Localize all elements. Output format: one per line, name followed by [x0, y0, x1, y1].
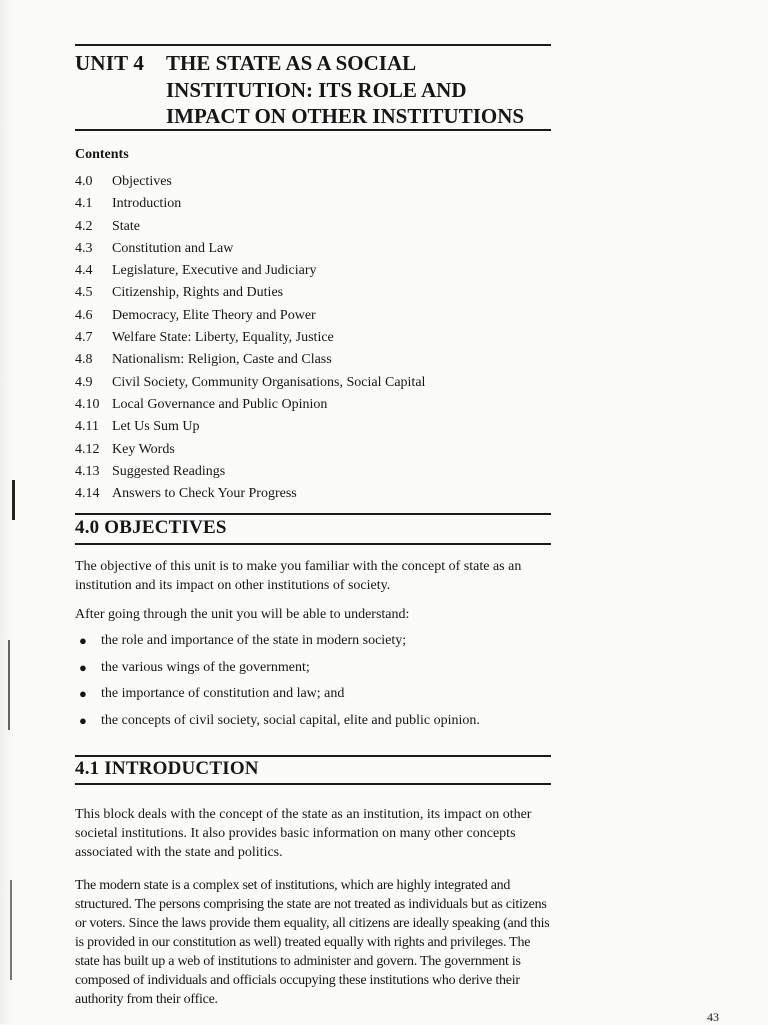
toc-item-title: Key Words [112, 441, 175, 457]
objectives-top-rule [75, 513, 551, 515]
toc-item-number: 4.11 [75, 419, 99, 435]
toc-item-title: Welfare State: Liberty, Equality, Justice [112, 330, 334, 346]
toc-item-number: 4.3 [75, 240, 93, 256]
list-item-text: the role and importance of the state in modern society; [101, 633, 407, 648]
toc-item-number: 4.7 [75, 330, 93, 346]
objectives-bottom-rule [75, 543, 551, 545]
toc-item-number: 4.2 [75, 218, 93, 234]
bullet-icon: ● [79, 686, 87, 701]
page-number: 43 [707, 1010, 719, 1024]
objectives-paragraph: The objective of this unit is to make you familiar with the concept of state as an institution and its impact on other institutions of society. [75, 559, 522, 593]
objectives-list [75, 631, 555, 737]
toc-item-title: Answers to Check Your Progress [112, 486, 297, 502]
toc-item-number: 4.1 [75, 196, 93, 212]
header-top-rule [75, 44, 551, 46]
contents-label: Contents [75, 147, 129, 162]
scan-mark [8, 640, 10, 730]
list-item [75, 711, 555, 738]
toc-item-title: Introduction [112, 196, 182, 212]
list-item-text: the various wings of the government; [101, 659, 310, 675]
toc-item-title: Let Us Sum Up [112, 419, 200, 435]
introduction-top-rule [75, 755, 551, 757]
objectives-lead-in: After going through the unit you will be able to understand: [75, 607, 410, 622]
toc-item-number: 4.14 [75, 486, 100, 502]
bullet-icon: ● [79, 712, 87, 728]
toc-item-title: Suggested Readings [112, 463, 226, 479]
toc-item-number: 4.5 [75, 285, 93, 301]
bullet-icon: ● [79, 659, 87, 675]
list-item-text: the importance of constitution and law; and [101, 686, 345, 701]
bullet-icon: ● [79, 633, 87, 648]
toc-item-title: Local Governance and Public Opinion [112, 396, 328, 412]
unit-number: UNIT 4 [75, 51, 145, 75]
toc-item-number: 4.6 [75, 307, 93, 323]
introduction-bottom-rule [75, 783, 551, 785]
unit-title-line: THE STATE AS A SOCIAL [166, 51, 417, 75]
toc-item-title: Legislature, Executive and Judiciary [112, 263, 317, 279]
toc-item-title: State [112, 218, 140, 234]
list-item-text: the concepts of civil society, social capital, elite and public opinion. [101, 712, 480, 728]
scan-mark [10, 880, 12, 980]
toc-item-number: 4.10 [75, 396, 100, 412]
toc-item-number: 4.12 [75, 441, 100, 457]
introduction-paragraph: This block deals with the concept of the state as an institution, its impact on other societal institutions. It also provides basic information on many other concepts associated with the state and politics. [75, 807, 532, 860]
toc-item-number: 4.8 [75, 352, 93, 368]
toc-item-title: Citizenship, Rights and Duties [112, 285, 284, 301]
unit-title [166, 50, 566, 130]
toc-item-title: Objectives [112, 174, 172, 189]
toc-item-number: 4.4 [75, 263, 93, 279]
list-item [75, 684, 555, 711]
unit-title-line: INSTITUTION: ITS ROLE AND [166, 77, 467, 102]
scan-mark [12, 480, 15, 520]
objectives-heading: 4.0 OBJECTIVES [75, 517, 227, 538]
toc-item-title: Democracy, Elite Theory and Power [112, 307, 316, 323]
introduction-heading: 4.1 INTRODUCTION [75, 758, 259, 779]
list-item [75, 631, 555, 658]
unit-title-line: IMPACT ON OTHER INSTITUTIONS [166, 104, 525, 128]
toc-item-title: Civil Society, Community Organisations, Social Capital [112, 374, 426, 390]
toc-item-title: Constitution and Law [112, 240, 234, 256]
toc-item-number: 4.0 [75, 174, 93, 189]
toc-item-number: 4.9 [75, 374, 93, 390]
header-bottom-rule [75, 129, 551, 131]
toc-item-title: Nationalism: Religion, Caste and Class [112, 352, 332, 368]
introduction-paragraph: The modern state is a complex set of institutions, which are highly integrated and structured. The persons comprising the state are not treated as individuals but as citizens or voters. Since the laws provide them equality, all citizens are ideally speaking (and this is provided in our constitution as well) treated equally with rights and privileges. The state has built up a web of institutions to administer and govern. The government is composed of individuals and officials occupying these institutions who derive their authority from their office. [75, 878, 550, 1007]
list-item [75, 658, 555, 685]
toc-item-number: 4.13 [75, 463, 100, 479]
